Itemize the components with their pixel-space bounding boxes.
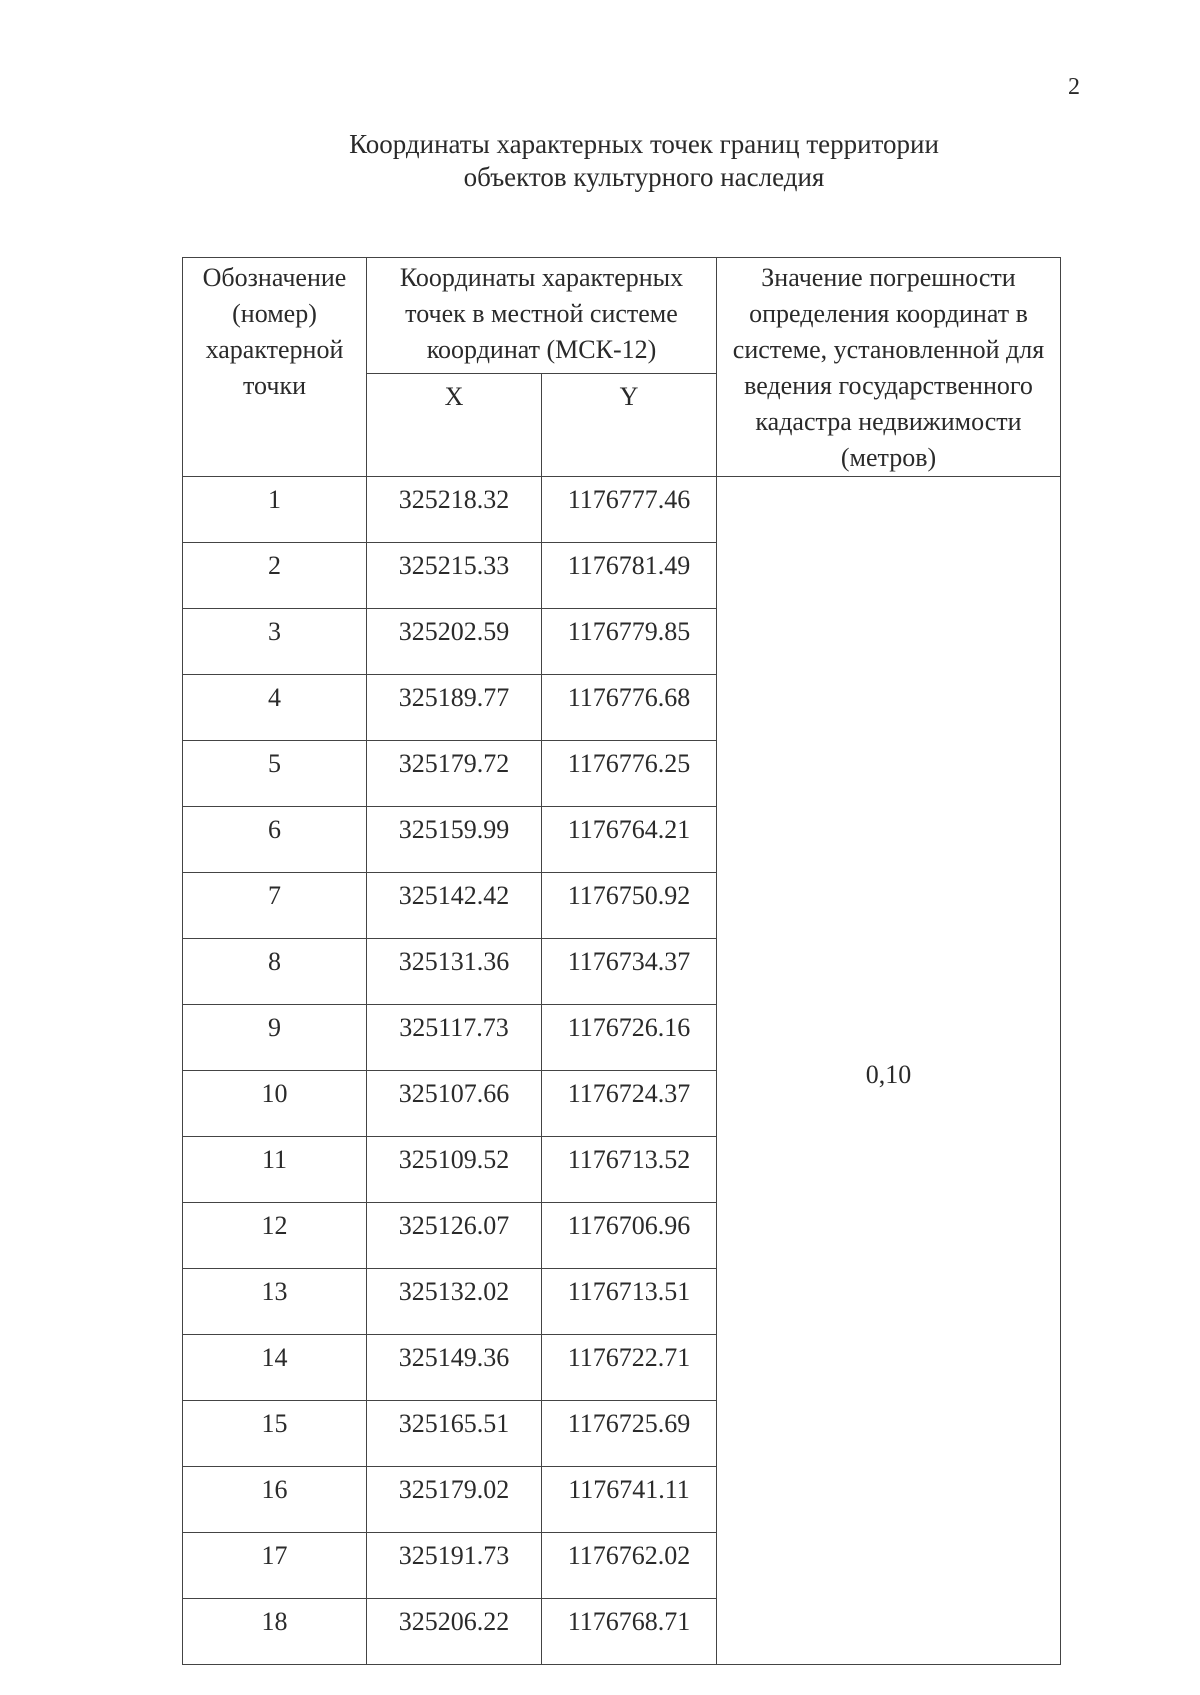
x-coordinate-cell: 325202.59	[367, 609, 542, 675]
x-coordinate-cell: 325218.32	[367, 477, 542, 543]
y-coordinate-cell: 1176762.02	[542, 1533, 717, 1599]
point-number-cell: 5	[183, 741, 367, 807]
title-line-1: Координаты характерных точек границ территории	[349, 129, 939, 159]
x-coordinate-cell: 325206.22	[367, 1599, 542, 1665]
x-coordinate-cell: 325179.72	[367, 741, 542, 807]
y-coordinate-cell: 1176776.68	[542, 675, 717, 741]
title-line-2: объектов культурного наследия	[463, 162, 825, 192]
point-number-cell: 1	[183, 477, 367, 543]
header-x: X	[367, 374, 542, 477]
point-number-cell: 8	[183, 939, 367, 1005]
point-number-cell: 14	[183, 1335, 367, 1401]
x-coordinate-cell: 325142.42	[367, 873, 542, 939]
point-number-cell: 16	[183, 1467, 367, 1533]
x-coordinate-cell: 325179.02	[367, 1467, 542, 1533]
y-coordinate-cell: 1176734.37	[542, 939, 717, 1005]
point-number-cell: 18	[183, 1599, 367, 1665]
point-number-cell: 15	[183, 1401, 367, 1467]
coordinates-table	[182, 257, 1061, 1665]
y-coordinate-cell: 1176725.69	[542, 1401, 717, 1467]
x-coordinate-cell: 325165.51	[367, 1401, 542, 1467]
x-coordinate-cell: 325189.77	[367, 675, 542, 741]
x-coordinate-cell: 325149.36	[367, 1335, 542, 1401]
point-number-cell: 2	[183, 543, 367, 609]
point-number-cell: 10	[183, 1071, 367, 1137]
x-coordinate-cell: 325117.73	[367, 1005, 542, 1071]
header-y: Y	[542, 374, 717, 477]
page-number: 2	[1068, 74, 1080, 100]
x-coordinate-cell: 325191.73	[367, 1533, 542, 1599]
y-coordinate-cell: 1176779.85	[542, 609, 717, 675]
header-coordinates: Координаты характерных точек в местной системе координат (МСК-12)	[367, 258, 717, 374]
y-coordinate-cell: 1176726.16	[542, 1005, 717, 1071]
point-number-cell: 9	[183, 1005, 367, 1071]
y-coordinate-cell: 1176768.71	[542, 1599, 717, 1665]
table-body	[183, 477, 1061, 1665]
table-row	[183, 477, 1061, 543]
y-coordinate-cell: 1176713.52	[542, 1137, 717, 1203]
point-number-cell: 13	[183, 1269, 367, 1335]
point-number-cell: 4	[183, 675, 367, 741]
x-coordinate-cell: 325159.99	[367, 807, 542, 873]
header-point-id: Обозначение (номер) характерной точки	[183, 258, 367, 477]
x-coordinate-cell: 325107.66	[367, 1071, 542, 1137]
document-title	[0, 128, 1200, 194]
error-value-cell: 0,10	[717, 477, 1061, 1665]
x-coordinate-cell: 325132.02	[367, 1269, 542, 1335]
point-number-cell: 6	[183, 807, 367, 873]
y-coordinate-cell: 1176713.51	[542, 1269, 717, 1335]
point-number-cell: 17	[183, 1533, 367, 1599]
y-coordinate-cell: 1176750.92	[542, 873, 717, 939]
x-coordinate-cell: 325109.52	[367, 1137, 542, 1203]
y-coordinate-cell: 1176706.96	[542, 1203, 717, 1269]
x-coordinate-cell: 325126.07	[367, 1203, 542, 1269]
point-number-cell: 12	[183, 1203, 367, 1269]
x-coordinate-cell: 325215.33	[367, 543, 542, 609]
point-number-cell: 7	[183, 873, 367, 939]
point-number-cell: 11	[183, 1137, 367, 1203]
y-coordinate-cell: 1176777.46	[542, 477, 717, 543]
y-coordinate-cell: 1176776.25	[542, 741, 717, 807]
point-number-cell: 3	[183, 609, 367, 675]
y-coordinate-cell: 1176781.49	[542, 543, 717, 609]
x-coordinate-cell: 325131.36	[367, 939, 542, 1005]
y-coordinate-cell: 1176722.71	[542, 1335, 717, 1401]
y-coordinate-cell: 1176724.37	[542, 1071, 717, 1137]
y-coordinate-cell: 1176741.11	[542, 1467, 717, 1533]
header-error: Значение погрешности определения координат в системе, установленной для ведения государственного кадастра недвижимости (метров)	[717, 258, 1061, 477]
y-coordinate-cell: 1176764.21	[542, 807, 717, 873]
